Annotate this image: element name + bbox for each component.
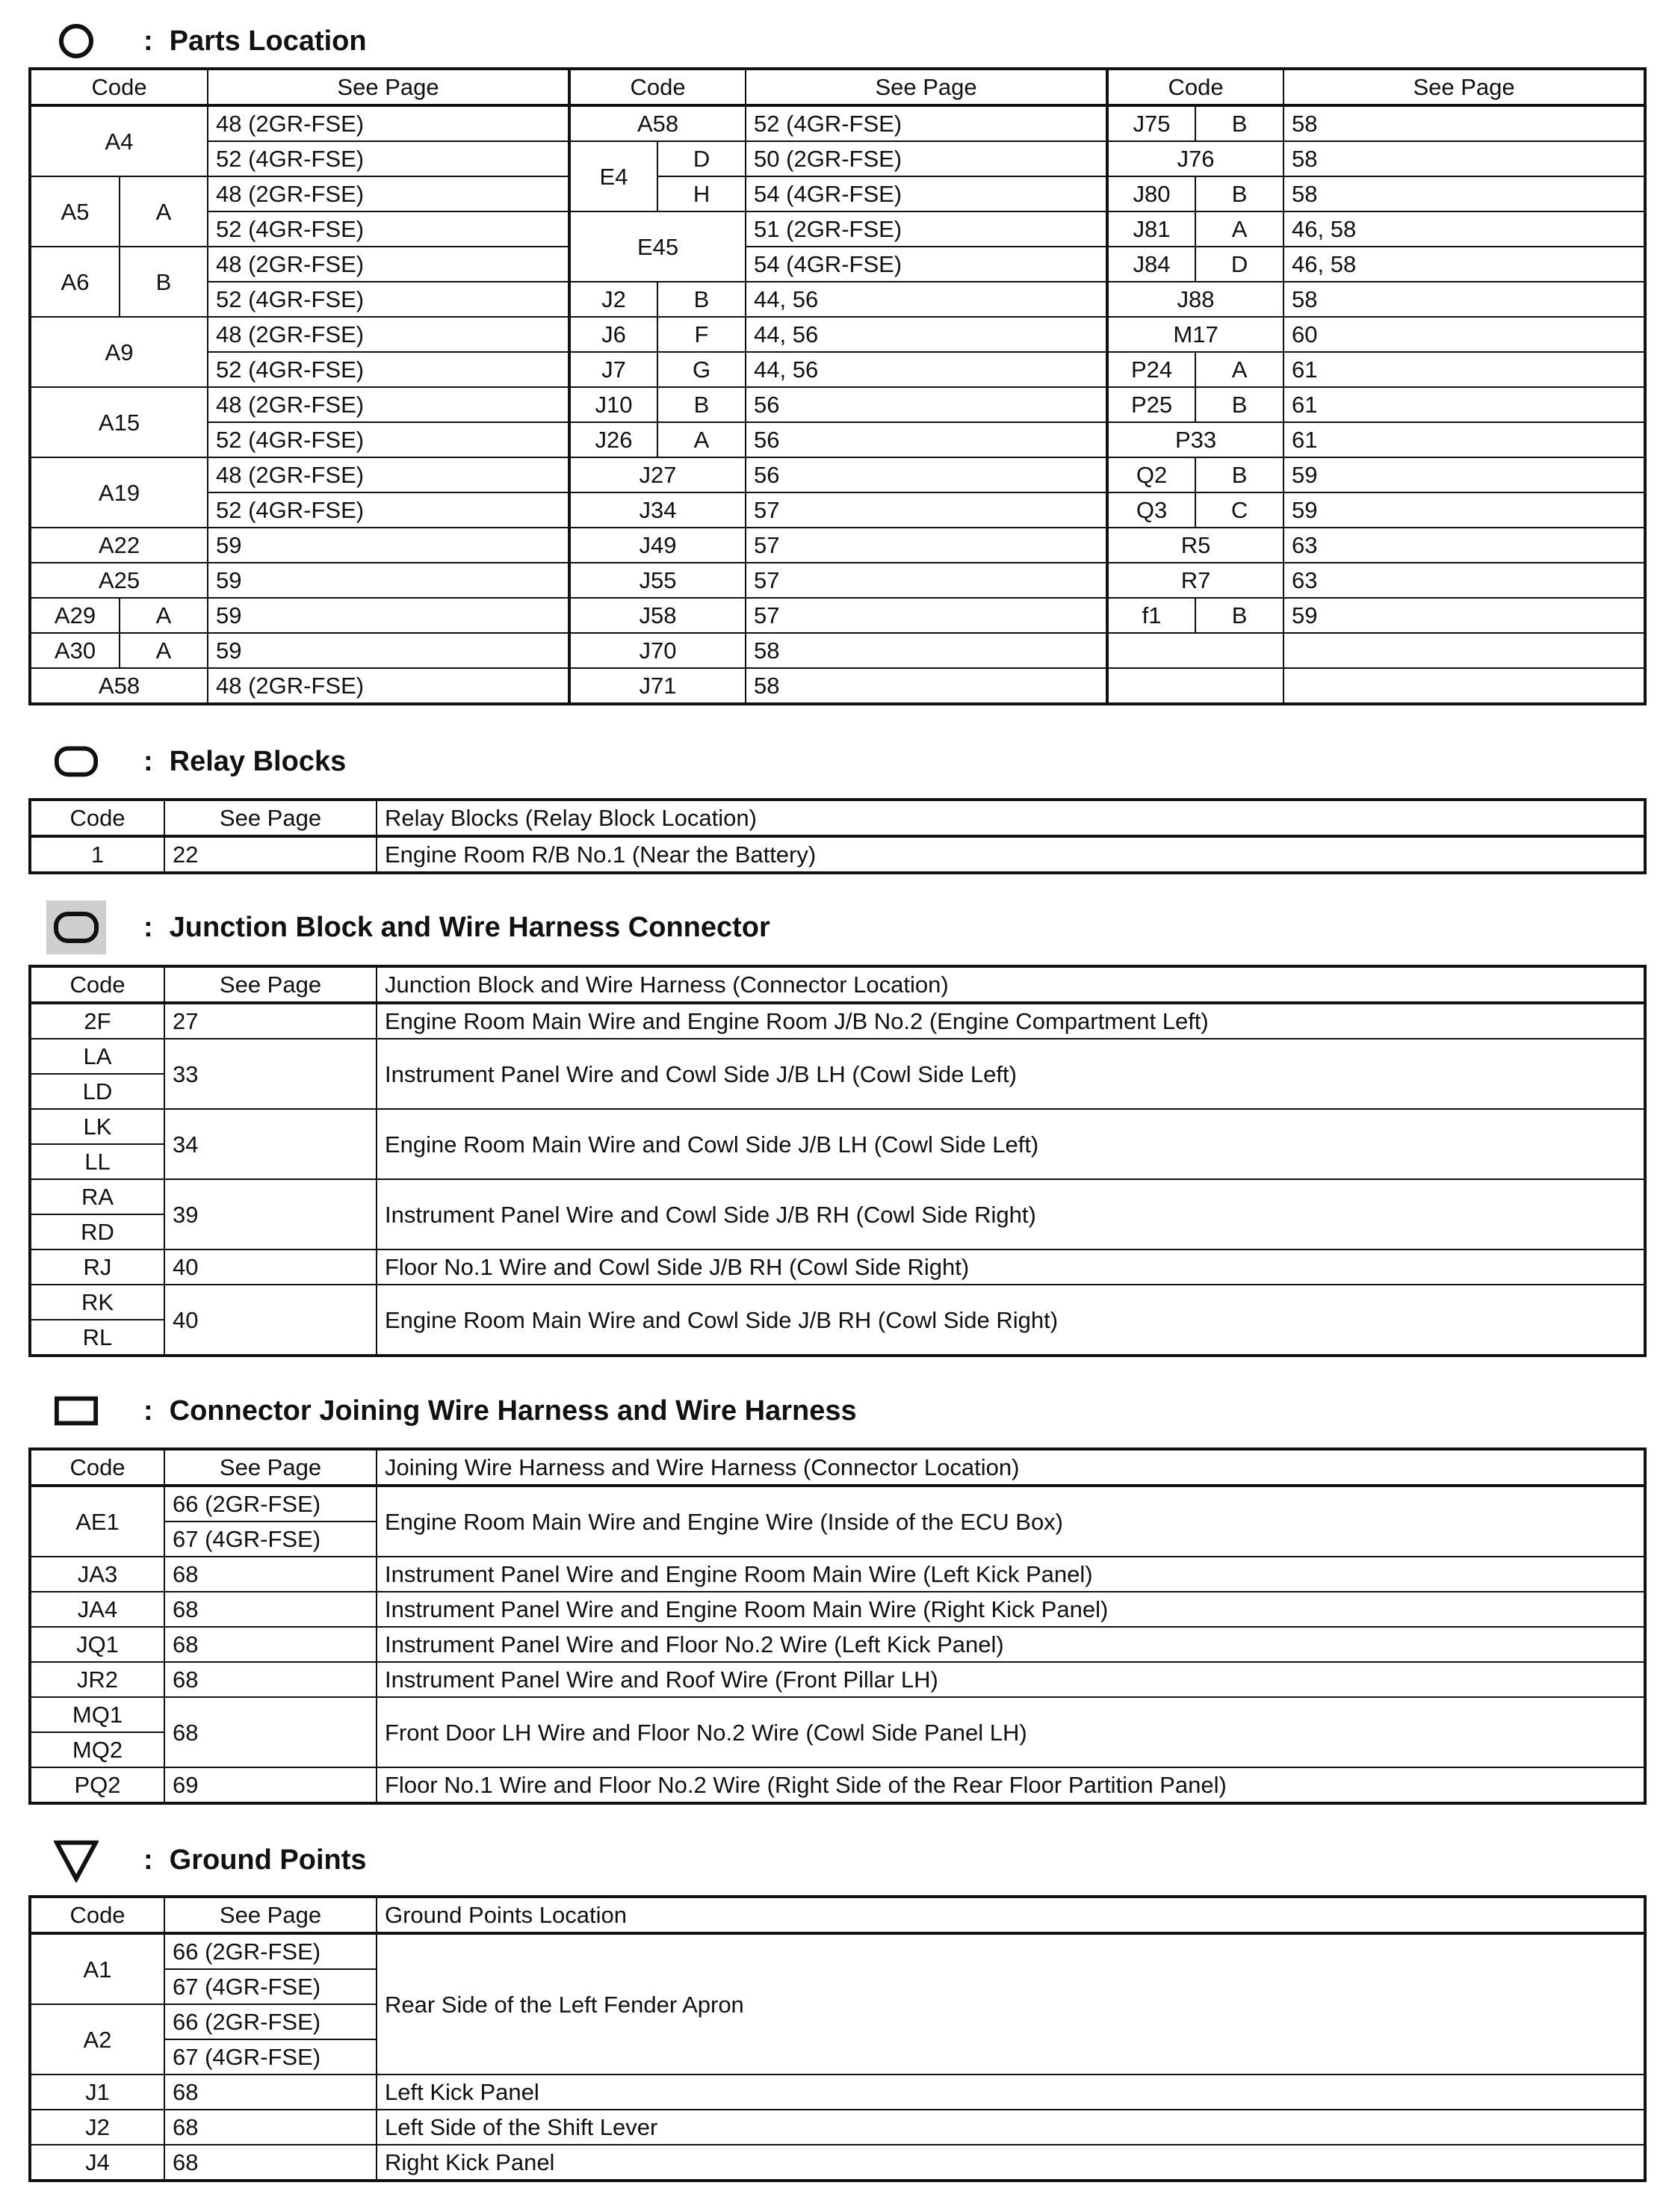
code-cell: J2 <box>30 2110 164 2145</box>
table-header-row <box>30 966 1645 1003</box>
page-cell: 57 <box>746 563 1107 598</box>
page-cell: 57 <box>746 528 1107 563</box>
code-cell: J10 <box>569 387 657 422</box>
sub-code-cell: A <box>120 176 208 247</box>
page-cell: 52 (4GR-FSE) <box>208 492 569 528</box>
page-cell: 59 <box>1284 598 1645 633</box>
code-cell: RL <box>30 1320 164 1356</box>
page-cell: 58 <box>1284 176 1645 211</box>
page-cell: 56 <box>746 422 1107 457</box>
sub-code-cell: B <box>1195 387 1284 422</box>
table-header-row <box>30 800 1645 836</box>
page-cell: 63 <box>1284 563 1645 598</box>
code-cell: 2F <box>30 1003 164 1039</box>
code-cell: LK <box>30 1109 164 1144</box>
table-header-row <box>30 1897 1645 1933</box>
table-row <box>30 1767 1645 1803</box>
page-cell: 68 <box>164 2145 377 2181</box>
parts-location-table <box>28 67 1647 705</box>
page-cell: 46, 58 <box>1284 211 1645 247</box>
code-cell: Q3 <box>1107 492 1195 528</box>
page-cell: 51 (2GR-FSE) <box>746 211 1107 247</box>
page-cell: 61 <box>1284 352 1645 387</box>
table-row <box>30 457 1645 492</box>
code-cell: LA <box>30 1039 164 1074</box>
ground-points-heading <box>54 1834 367 1886</box>
location-cell: Right Kick Panel <box>377 2145 1645 2181</box>
header-cell: See Page <box>164 966 377 1003</box>
page-cell: 33 <box>164 1039 377 1109</box>
code-cell: f1 <box>1107 598 1195 633</box>
header-cell: Code <box>30 69 208 105</box>
code-cell: J26 <box>569 422 657 457</box>
page-cell: 67 (4GR-FSE) <box>164 1521 377 1557</box>
code-cell: J6 <box>569 317 657 352</box>
page-cell: 54 (4GR-FSE) <box>746 176 1107 211</box>
location-cell: Floor No.1 Wire and Floor No.2 Wire (Right Side of the Rear Floor Partition Panel) <box>377 1767 1645 1803</box>
code-cell: P24 <box>1107 352 1195 387</box>
page-cell: 67 (4GR-FSE) <box>164 2039 377 2074</box>
location-cell: Instrument Panel Wire and Engine Room Main Wire (Right Kick Panel) <box>377 1592 1645 1627</box>
code-cell: MQ1 <box>30 1697 164 1732</box>
page-cell: 40 <box>164 1285 377 1356</box>
page-cell: 69 <box>164 1767 377 1803</box>
sub-code-cell: H <box>657 176 746 211</box>
code-cell: A58 <box>569 105 746 141</box>
code-cell: JA4 <box>30 1592 164 1627</box>
code-cell: JR2 <box>30 1662 164 1697</box>
empty-cell <box>1284 633 1645 668</box>
empty-cell <box>1107 633 1284 668</box>
code-cell: J58 <box>569 598 746 633</box>
header-cell: Relay Blocks (Relay Block Location) <box>377 800 1645 836</box>
connector-joining-table <box>28 1448 1647 1805</box>
location-cell: Engine Room Main Wire and Cowl Side J/B LH (Cowl Side Left) <box>377 1109 1645 1179</box>
table-row <box>30 1662 1645 1697</box>
page-cell: 59 <box>1284 492 1645 528</box>
code-cell: LL <box>30 1144 164 1179</box>
table-row <box>30 563 1645 598</box>
section-title: Ground Points <box>169 1844 367 1876</box>
page-cell: 59 <box>208 598 569 633</box>
code-cell: J7 <box>569 352 657 387</box>
location-cell: Left Kick Panel <box>377 2074 1645 2110</box>
page-cell: 57 <box>746 598 1107 633</box>
code-cell: Q2 <box>1107 457 1195 492</box>
page-cell: 52 (4GR-FSE) <box>208 422 569 457</box>
sub-code-cell: B <box>120 247 208 317</box>
header-cell: See Page <box>1284 69 1645 105</box>
sub-code-cell: F <box>657 317 746 352</box>
table-row <box>30 422 1645 457</box>
code-cell: AE1 <box>30 1486 164 1557</box>
section-colon: : <box>143 25 153 57</box>
page-cell: 68 <box>164 2110 377 2145</box>
page-cell: 59 <box>208 633 569 668</box>
location-cell: Instrument Panel Wire and Roof Wire (Front Pillar LH) <box>377 1662 1645 1697</box>
page-cell: 59 <box>208 563 569 598</box>
table-row <box>30 836 1645 873</box>
page-cell: 40 <box>164 1249 377 1285</box>
page-cell: 60 <box>1284 317 1645 352</box>
table-row <box>30 1697 1645 1732</box>
table-row <box>30 352 1645 387</box>
relay-blocks-table <box>28 798 1647 874</box>
table-row <box>30 1179 1645 1214</box>
page-cell: 59 <box>208 528 569 563</box>
location-cell: Engine Room Main Wire and Cowl Side J/B RH (Cowl Side Right) <box>377 1285 1645 1356</box>
code-cell: A15 <box>30 387 208 457</box>
relay-blocks-heading <box>54 735 346 788</box>
table-row <box>30 317 1645 352</box>
page-cell: 52 (4GR-FSE) <box>746 105 1107 141</box>
table-row <box>30 247 1645 282</box>
page-cell: 48 (2GR-FSE) <box>208 247 569 282</box>
table-row <box>30 141 1645 176</box>
header-cell: Code <box>30 966 164 1003</box>
sub-code-cell: B <box>1195 176 1284 211</box>
page-cell: 68 <box>164 2074 377 2110</box>
page-cell: 68 <box>164 1627 377 1662</box>
code-cell: A4 <box>30 105 208 176</box>
table-header-row <box>30 1449 1645 1486</box>
header-cell: Code <box>1107 69 1284 105</box>
sub-code-cell: D <box>657 141 746 176</box>
section-title: Junction Block and Wire Harness Connector <box>169 911 770 943</box>
page-cell: 58 <box>746 668 1107 704</box>
table-row <box>30 1039 1645 1074</box>
code-cell: J88 <box>1107 282 1284 317</box>
page-cell: 67 (4GR-FSE) <box>164 1969 377 2004</box>
location-cell: Engine Room Main Wire and Engine Room J/B No.2 (Engine Compartment Left) <box>377 1003 1645 1039</box>
sub-code-cell: B <box>1195 598 1284 633</box>
shaded-rounded-rectangle-icon <box>46 900 106 954</box>
code-cell: JQ1 <box>30 1627 164 1662</box>
page-cell: 48 (2GR-FSE) <box>208 457 569 492</box>
table-row <box>30 528 1645 563</box>
sub-code-cell: G <box>657 352 746 387</box>
header-cell: Code <box>30 1897 164 1933</box>
table-row <box>30 1592 1645 1627</box>
page-cell: 68 <box>164 1662 377 1697</box>
sub-code-cell: A <box>120 633 208 668</box>
code-cell: A9 <box>30 317 208 387</box>
code-cell: P33 <box>1107 422 1284 457</box>
sub-code-cell: A <box>1195 352 1284 387</box>
section-colon: : <box>143 1394 153 1427</box>
table-row <box>30 2074 1645 2110</box>
location-cell: Rear Side of the Left Fender Apron <box>377 1933 1645 2074</box>
section-colon: : <box>143 911 153 943</box>
table-row <box>30 2145 1645 2181</box>
page-cell: 57 <box>746 492 1107 528</box>
code-cell: R5 <box>1107 528 1284 563</box>
sub-code-cell: B <box>1195 105 1284 141</box>
code-cell: J76 <box>1107 141 1284 176</box>
code-cell: J75 <box>1107 105 1195 141</box>
code-cell: PQ2 <box>30 1767 164 1803</box>
page-cell: 48 (2GR-FSE) <box>208 387 569 422</box>
location-cell: Floor No.1 Wire and Cowl Side J/B RH (Cowl Side Right) <box>377 1249 1645 1285</box>
header-cell: Junction Block and Wire Harness (Connector Location) <box>377 966 1645 1003</box>
table-row <box>30 1557 1645 1592</box>
location-cell: Instrument Panel Wire and Cowl Side J/B RH (Cowl Side Right) <box>377 1179 1645 1249</box>
code-cell: MQ2 <box>30 1732 164 1767</box>
rounded-rectangle-icon <box>54 739 99 784</box>
code-cell: JA3 <box>30 1557 164 1592</box>
page-cell: 52 (4GR-FSE) <box>208 141 569 176</box>
table-row <box>30 492 1645 528</box>
page-cell: 59 <box>1284 457 1645 492</box>
section-title: Parts Location <box>169 25 367 57</box>
location-cell: Engine Room Main Wire and Engine Wire (Inside of the ECU Box) <box>377 1486 1645 1557</box>
page-cell: 58 <box>1284 141 1645 176</box>
code-cell: J84 <box>1107 247 1195 282</box>
code-cell: J2 <box>569 282 657 317</box>
page-cell: 68 <box>164 1557 377 1592</box>
header-cell: Code <box>569 69 746 105</box>
page-cell: 68 <box>164 1592 377 1627</box>
circle-icon <box>54 19 99 64</box>
page-cell: 52 (4GR-FSE) <box>208 352 569 387</box>
junction-block-heading <box>54 901 770 954</box>
code-cell: A1 <box>30 1933 164 2004</box>
sub-code-cell: A <box>1195 211 1284 247</box>
code-cell: A25 <box>30 563 208 598</box>
header-cell: See Page <box>746 69 1107 105</box>
parts-location-heading <box>54 15 367 67</box>
table-row <box>30 1249 1645 1285</box>
table-row <box>30 2110 1645 2145</box>
code-cell: RK <box>30 1285 164 1320</box>
table-row <box>30 598 1645 633</box>
header-cell: See Page <box>164 800 377 836</box>
table-row <box>30 1486 1645 1521</box>
code-cell: A5 <box>30 176 120 247</box>
location-cell: Left Side of the Shift Lever <box>377 2110 1645 2145</box>
page-cell: 63 <box>1284 528 1645 563</box>
code-cell: A2 <box>30 2004 164 2074</box>
page-cell: 58 <box>746 633 1107 668</box>
page-cell: 54 (4GR-FSE) <box>746 247 1107 282</box>
empty-cell <box>1284 668 1645 704</box>
section-title: Connector Joining Wire Harness and Wire Harness <box>169 1394 857 1427</box>
code-cell: E4 <box>569 141 657 211</box>
page-cell: 61 <box>1284 387 1645 422</box>
table-row <box>30 282 1645 317</box>
section-title: Relay Blocks <box>169 745 347 777</box>
code-cell: RD <box>30 1214 164 1249</box>
page-cell: 61 <box>1284 422 1645 457</box>
junction-block-table <box>28 965 1647 1357</box>
code-cell: P25 <box>1107 387 1195 422</box>
table-row <box>30 387 1645 422</box>
page-cell: 58 <box>1284 105 1645 141</box>
code-cell: J55 <box>569 563 746 598</box>
location-cell: Instrument Panel Wire and Floor No.2 Wire (Left Kick Panel) <box>377 1627 1645 1662</box>
page-cell: 66 (2GR-FSE) <box>164 1933 377 1969</box>
page-cell: 44, 56 <box>746 282 1107 317</box>
section-colon: : <box>143 745 153 777</box>
table-row <box>30 176 1645 211</box>
section-colon: : <box>143 1844 153 1876</box>
page-cell: 52 (4GR-FSE) <box>208 282 569 317</box>
page-cell: 46, 58 <box>1284 247 1645 282</box>
sub-code-cell: A <box>657 422 746 457</box>
table-row <box>30 1285 1645 1320</box>
code-cell: A29 <box>30 598 120 633</box>
page-cell: 50 (2GR-FSE) <box>746 141 1107 176</box>
page-cell: 27 <box>164 1003 377 1039</box>
code-cell: J81 <box>1107 211 1195 247</box>
code-cell: J49 <box>569 528 746 563</box>
table-row <box>30 105 1645 141</box>
code-cell: A58 <box>30 668 208 704</box>
sub-code-cell: C <box>1195 492 1284 528</box>
code-cell: J34 <box>569 492 746 528</box>
ground-points-table <box>28 1895 1647 2182</box>
table-row <box>30 211 1645 247</box>
table-header-row <box>30 69 1645 105</box>
code-cell: E45 <box>569 211 746 282</box>
code-cell: J27 <box>569 457 746 492</box>
header-cell: See Page <box>164 1897 377 1933</box>
table-row <box>30 668 1645 704</box>
page-cell: 22 <box>164 836 377 873</box>
connector-joining-heading <box>54 1385 857 1437</box>
sub-code-cell: B <box>1195 457 1284 492</box>
header-cell: Ground Points Location <box>377 1897 1645 1933</box>
page-cell: 48 (2GR-FSE) <box>208 105 569 141</box>
table-row <box>30 1109 1645 1144</box>
location-cell: Front Door LH Wire and Floor No.2 Wire (Cowl Side Panel LH) <box>377 1697 1645 1767</box>
header-cell: Code <box>30 800 164 836</box>
page-cell: 39 <box>164 1179 377 1249</box>
code-cell: J71 <box>569 668 746 704</box>
sub-code-cell: A <box>120 598 208 633</box>
page-cell: 66 (2GR-FSE) <box>164 1486 377 1521</box>
page-cell: 56 <box>746 457 1107 492</box>
table-row <box>30 1627 1645 1662</box>
page-cell: 44, 56 <box>746 317 1107 352</box>
location-cell: Instrument Panel Wire and Engine Room Main Wire (Left Kick Panel) <box>377 1557 1645 1592</box>
page-cell: 44, 56 <box>746 352 1107 387</box>
header-cell: Code <box>30 1449 164 1486</box>
page-cell: 48 (2GR-FSE) <box>208 176 569 211</box>
table-row <box>30 1003 1645 1039</box>
sub-code-cell: B <box>657 282 746 317</box>
code-cell: A6 <box>30 247 120 317</box>
header-cell: See Page <box>208 69 569 105</box>
page-cell: 58 <box>1284 282 1645 317</box>
code-cell: A22 <box>30 528 208 563</box>
table-row <box>30 1933 1645 1969</box>
page-cell: 48 (2GR-FSE) <box>208 668 569 704</box>
empty-cell <box>1107 668 1284 704</box>
page-cell: 68 <box>164 1697 377 1767</box>
code-cell: R7 <box>1107 563 1284 598</box>
rectangle-icon <box>54 1388 99 1433</box>
code-cell: LD <box>30 1074 164 1109</box>
code-cell: J80 <box>1107 176 1195 211</box>
table-row <box>30 633 1645 668</box>
page-cell: 66 (2GR-FSE) <box>164 2004 377 2039</box>
page-cell: 56 <box>746 387 1107 422</box>
code-cell: 1 <box>30 836 164 873</box>
code-cell: M17 <box>1107 317 1284 352</box>
down-triangle-icon <box>54 1838 99 1882</box>
code-cell: RJ <box>30 1249 164 1285</box>
location-cell: Instrument Panel Wire and Cowl Side J/B LH (Cowl Side Left) <box>377 1039 1645 1109</box>
code-cell: J1 <box>30 2074 164 2110</box>
sub-code-cell: B <box>657 387 746 422</box>
header-cell: See Page <box>164 1449 377 1486</box>
page-cell: 48 (2GR-FSE) <box>208 317 569 352</box>
code-cell: J70 <box>569 633 746 668</box>
sub-code-cell: D <box>1195 247 1284 282</box>
page-cell: 34 <box>164 1109 377 1179</box>
code-cell: RA <box>30 1179 164 1214</box>
code-cell: A30 <box>30 633 120 668</box>
location-cell: Engine Room R/B No.1 (Near the Battery) <box>377 836 1645 873</box>
code-cell: J4 <box>30 2145 164 2181</box>
page-cell: 52 (4GR-FSE) <box>208 211 569 247</box>
code-cell: A19 <box>30 457 208 528</box>
header-cell: Joining Wire Harness and Wire Harness (Connector Location) <box>377 1449 1645 1486</box>
